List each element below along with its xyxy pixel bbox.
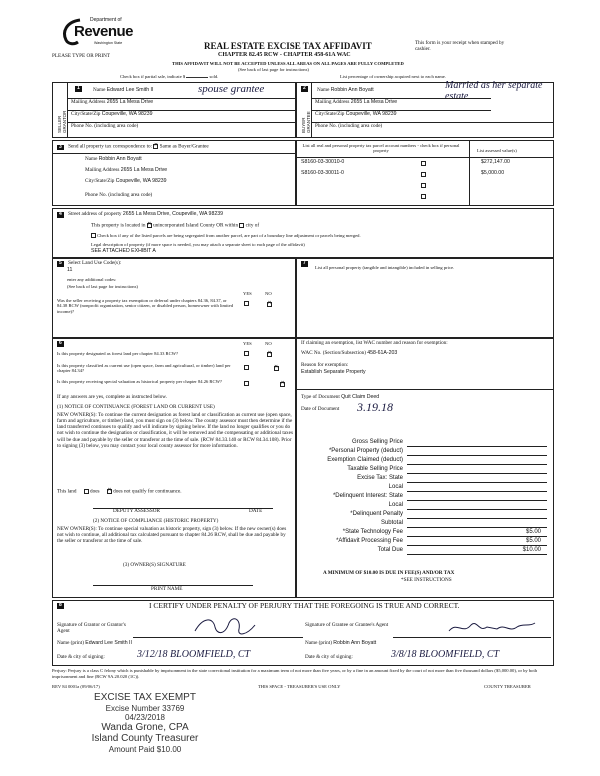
city-of-checkbox[interactable]: [239, 223, 244, 228]
section-number: 6: [59, 340, 62, 346]
segregated-checkbox[interactable]: [91, 233, 96, 238]
section-number: 3: [59, 143, 62, 150]
section-number: 1: [77, 85, 80, 91]
seller-name[interactable]: Edward Lee Smith II: [106, 87, 154, 93]
stamp-line: Wanda Grone, CPA: [101, 721, 189, 733]
seller-side-label: SELLER GRANTOR: [57, 110, 68, 133]
parcels-section: [296, 140, 554, 206]
parcel-row[interactable]: S8160-03-30010-0 $272,147.00: [301, 159, 510, 165]
property-street[interactable]: 2655 La Mesa Drive, Coupeville, WA 98239: [122, 211, 223, 217]
notice-compliance-body: NEW OWNER(S): To continue special valuation as historic property, sign (3) below. If the new owner(s) does not wish to continue, all additional tax calculated pursuant to chapter 84.26 RCW, shall be due and payable by the seller or transferor at the time of sale.: [57, 526, 287, 545]
state-technology-fee[interactable]: $5.00: [525, 529, 541, 535]
affidavit-processing-fee[interactable]: $5.00: [525, 538, 541, 544]
grantor-print-name[interactable]: Edward Lee Smith II: [85, 640, 132, 646]
buyer-section: 2 BUYER GRANTEE Name Robbin Ann Boyatt Married as her separate estate Mailing Address 2655 La Mesa Drive City/State/Zip Coupeville, WA 98239 Phone No. (including area code): [296, 82, 554, 138]
property-section: 4 Street address of property 2655 La Mesa Drive, Coupeville, WA 98239 This property is located in ✕ unincorporated Island County OR within city of Check box if any of the listed parcels are being segregated from another parcel, are part of a boundary line adjustment or parcels being merged. Legal description of property (if more space is needed, you may attach a separate sheet to each page of the affidavit) SEE ATTACHED EXHIBIT A: [52, 208, 554, 258]
section-number: 2: [303, 85, 306, 91]
land-does-checkbox[interactable]: [84, 489, 89, 494]
certification-section: 8 I CERTIFY UNDER PENALTY OF PERJURY THAT THE FOREGOING IS TRUE AND CORRECT. Signature of Grantor or Grantor's Agent Signature of Grantee or Grantee's Agent Name (print) Edward Lee Smith II Name (print) Robbin Ann Boyatt Date & city of signing: 3/12/18 BLOOMFIELD, CT Date & city of signing: 3/8/18 BLOOMFIELD, CT: [52, 600, 554, 666]
correspondence-phone[interactable]: Phone No. (including area code): [85, 192, 153, 198]
legal-note: Legal description of property (if more space is needed, you may attach a separate sheet to each page of the affidavit): [91, 242, 305, 247]
ownership-note: List percentage of ownership acquired next to each name.: [340, 74, 446, 79]
if-yes-note: If any answers are yes, complete as instructed below.: [57, 394, 168, 400]
legal-description[interactable]: SEE ATTACHED EXHIBIT A: [91, 248, 156, 254]
additional-codes-label: enter any additional codes:: [67, 277, 117, 282]
exemption-question: Was the seller receiving a property tax exemption or deferral under chapters 84.36, 84.37, or 84.38 RCW (nonprofit organization, senior citizen, or disabled person, homeowner with limited income)?: [57, 298, 234, 314]
buyer-handwritten: Married as her separate estate: [445, 80, 543, 102]
partial-sale-label: Check box if partial sale, indicate $: [120, 74, 186, 79]
correspondence-mailing[interactable]: 2655 La Mesa Drive: [120, 167, 168, 173]
minimum-note: A MINIMUM OF $10.00 IS DUE IN FEE(S) AND/OR TAX: [323, 570, 455, 576]
forest-yes-checkbox[interactable]: [244, 351, 249, 356]
grantee-print-name[interactable]: Robbin Ann Boyatt: [333, 640, 377, 646]
buyer-city[interactable]: Coupeville, WA 98239: [345, 111, 397, 117]
print-name-label: PRINT NAME: [151, 586, 183, 592]
personal-property-checkbox[interactable]: [421, 194, 426, 199]
total-due[interactable]: $10.00: [522, 547, 541, 553]
form-subtitle: CHAPTER 82.45 RCW - CHAPTER 458-61A WAC: [218, 52, 351, 58]
grantee-signature-icon: [447, 617, 537, 639]
correspondence-name[interactable]: Robbin Ann Boyatt: [98, 156, 142, 162]
seller-phone[interactable]: Phone No. (including area code): [71, 123, 139, 129]
logo-name: Revenue: [74, 23, 134, 40]
personal-property-label: List all personal property (tangible and intangible) included in selling price.: [315, 265, 455, 270]
owner-signature-label: (3) OWNER(S) SIGNATURE: [123, 562, 186, 568]
document-type[interactable]: Quit Claim Deed: [341, 394, 380, 400]
land-use-section: 5 Select Land Use Code(s): 11 enter any additional codes: (See back of last page for instructions) YES NO Was the seller receiving a property tax exemption or deferral under chapters 84.36, 84.37, or 84.38 RCW (nonprofit organization, senior citizen, or disabled person, homeowner with limited income)? ✕: [52, 258, 296, 338]
logo-state: Washington State: [94, 41, 123, 45]
buyer-mailing[interactable]: 2655 La Mesa Drive: [350, 99, 398, 105]
land-use-code[interactable]: 11: [67, 267, 73, 273]
see-instructions: *SEE INSTRUCTIONS: [401, 577, 452, 583]
sold-label: sold.: [209, 74, 219, 79]
buyer-side-label: BUYER GRANTEE: [301, 111, 312, 133]
form-warning: THIS AFFIDAVIT WILL NOT BE ACCEPTED UNLESS ALL AREAS ON ALL PAGES ARE FULLY COMPLETED: [172, 61, 404, 66]
correspondence-city[interactable]: Coupeville, WA 98239: [115, 178, 167, 184]
treasurer-stamp: [70, 692, 220, 754]
unincorporated-checkbox[interactable]: [147, 223, 152, 228]
stamp-line: Island County Treasurer: [91, 733, 199, 745]
grantor-date-city[interactable]: 3/12/18 BLOOMFIELD, CT: [137, 649, 251, 660]
logo-department: Department of: [90, 17, 122, 23]
forest-no-checkbox[interactable]: [267, 352, 272, 357]
grantor-signature-label: Signature of Grantor or Grantor's Agent: [57, 622, 126, 634]
forest-question: Is this property designated as forest land per chapter 84.33 RCW?: [57, 351, 179, 356]
exemption-no-checkbox[interactable]: [267, 302, 272, 307]
deputy-date-label: DATE: [249, 508, 263, 514]
receipt-note: This form is your receipt when stamped by cashier.: [415, 40, 505, 52]
seller-handwritten: spouse grantee: [198, 83, 265, 95]
section-number: 8: [59, 602, 62, 608]
seller-city[interactable]: Coupeville, WA 98239: [101, 111, 153, 117]
treasurer-use-label: THIS SPACE - TREASURER'S USE ONLY: [258, 684, 341, 689]
wac-number[interactable]: 458-61A-203: [367, 350, 398, 356]
stamp-line: Excise Number 33769: [105, 703, 185, 713]
see-back-note: (See back of last page for instructions): [238, 67, 309, 72]
grantee-date-city[interactable]: 3/8/18 BLOOMFIELD, CT: [391, 649, 500, 660]
current-use-no-checkbox[interactable]: [274, 366, 279, 371]
exemption-claim-label: If claiming an exemption, list WAC number and reason for exemption:: [301, 340, 448, 346]
seller-section: 1 SELLER GRANTOR Name Edward Lee Smith II spouse grantee Mailing Address 2655 La Mesa Drive City/State/Zip Coupeville, WA 98239 Phone No. (including area code): [52, 82, 296, 138]
personal-property-checkbox[interactable]: [421, 172, 426, 177]
current-use-question: Is this property classified as current use (open space, farm and agricultural, or timber) land per chapter 84.34?: [57, 363, 231, 374]
perjury-notice: Perjury: Perjury is a class C felony which is punishable by imprisonment in the state correctional institution for a maximum term of not more than five years, or by a fine in an amount fixed by the court of not more than five thousand dollars ($5,000.00), or by both imprisonment and fine (RCW 9A.20.020 (1C)).: [52, 668, 538, 679]
stamp-line: 04/23/2018: [124, 712, 166, 722]
land-does-not-checkbox[interactable]: [107, 489, 112, 494]
grantor-signature-icon: [191, 613, 261, 639]
partial-sale-row: [120, 74, 218, 79]
grantee-signature-label: Signature of Grantee or Grantee's Agent: [305, 622, 389, 628]
section-number: 5: [59, 260, 62, 266]
exemption-section: If claiming an exemption, list WAC number and reason for exemption: WAC No. (Section/Subsection) 458-61A-203 Reason for exemption: Establish Separate Property Type of Document Quit Claim Deed Date of Document 3.19.18 Gross Selling Price *Personal Property (deduct) Exemption Claimed (deduct) Taxable Selling Price Excise Tax: State Local *Delinquent Interest: State Local *Delinquent Penalty Subtotal *State Technology Fee *Affidavit Processing Fee Total Due $5.00 $5.00 $10.00 A MINIMUM OF $10.00 IS DUE IN FEE(S) AND/OR TAX *SEE INSTRUCTIONS: [296, 338, 554, 598]
notice-compliance-title: (2) NOTICE OF COMPLIANCE (HISTORIC PROPERTY): [93, 518, 219, 524]
section-number: 7: [303, 260, 306, 266]
print-note: PLEASE TYPE OR PRINT: [52, 53, 110, 59]
land-use-see-back: (See back of last page for instructions): [67, 284, 138, 289]
historic-no-checkbox[interactable]: [280, 382, 285, 387]
document-date[interactable]: 3.19.18: [357, 400, 393, 414]
buyer-name[interactable]: Robbin Ann Boyatt: [330, 87, 374, 93]
historic-question: Is this property receiving special valuation as historical property per chapter 84.26 RCW?: [57, 379, 222, 384]
logo: [60, 10, 140, 50]
exemption-yes-checkbox[interactable]: [244, 301, 249, 306]
reason-label: Reason for exemption:: [301, 362, 349, 368]
buyer-phone[interactable]: Phone No. (including area code): [315, 123, 383, 129]
personal-property-checkbox[interactable]: [421, 183, 426, 188]
stamp-line: EXCISE TAX EXEMPT: [94, 692, 196, 703]
forest-section: 6 YES NO Is this property designated as forest land per chapter 84.33 RCW? ✕ Is this property classified as current use (open space, farm and agricultural, or timber) land per chapter 84.34? ✕ Is this property receiving special valuation as historical property per chapter 84.26 RCW? ✕ If any answers are yes, complete as instructed below. (1) NOTICE OF CONTINUANCE (FOREST LAND OR CURRENT USE) NEW OWNER(S): To continue the current designation as forest land or classification as current use (open space, farm and agriculture, or timber) land, you must sign on (3) below. The county assessor must then determine if the land transferred continues to qualify and will indicate by signing below. If the land no longer qualifies or you do not wish to continue the designation or classification, it will be removed and the compensating or additional taxes will be due and payable by the seller or transferor at the time of sale. (RCW 84.33.140 or RCW 84.34.108). Prior to signing (3) below, you may contact your local county assessor for more information. This land does ✕ does not qualify for continuance. DEPUTY ASSESSOR DATE (2) NOTICE OF COMPLIANCE (HISTORIC PROPERTY) NEW OWNER(S): To continue special valuation as historic property, sign (3) below. If the new owner(s) does not wish to continue, all additional tax calculated pursuant to chapter 84.26 RCW, shall be due and payable by the seller or transferor at the time of sale. (3) OWNER(S) SIGNATURE PRINT NAME: [52, 338, 296, 598]
form-title: REAL ESTATE EXCISE TAX AFFIDAVIT: [204, 41, 372, 51]
stamp-line: Amount Paid $10.00: [108, 744, 182, 754]
section-number: 4: [59, 211, 62, 217]
same-as-buyer-checkbox[interactable]: [153, 144, 158, 149]
parcels-header: List all real and personal property tax parcel account numbers - check box if personal property: [302, 143, 460, 154]
form-number: REV 84 0001a (09/06/17): [52, 684, 100, 689]
certify-statement: I CERTIFY UNDER PENALTY OF PERJURY THAT THE FOREGOING IS TRUE AND CORRECT.: [149, 601, 460, 610]
notice-continuance-title: (1) NOTICE OF CONTINUANCE (FOREST LAND OR CURRENT USE): [57, 404, 215, 410]
personal-property-checkbox[interactable]: [421, 161, 426, 166]
deputy-assessor-label: DEPUTY ASSESSOR: [113, 508, 160, 514]
historic-yes-checkbox[interactable]: [244, 381, 249, 386]
exemption-reason[interactable]: Establish Separate Property: [301, 369, 366, 375]
current-use-yes-checkbox[interactable]: [244, 365, 249, 370]
notice-continuance-body: NEW OWNER(S): To continue the current designation as forest land or classification as current use (open space, farm and agriculture, or timber) land, you must sign on (3) below. The county assessor must then determine if the land transferred continues to qualify and will indicate by signing below. If the land no longer qualifies or you do not wish to continue the designation or classification, it will be removed and the compensating or additional taxes will be due and payable by the seller or transferor at the time of sale. (RCW 84.33.140 or RCW 84.34.108). Prior to signing (3) below, you may contact your local county assessor for more information.: [57, 412, 293, 449]
tax-correspondence-section: 3 Send all property tax correspondence to: ✕ Same as Buyer/Grantee Name Robbin Ann Boyatt Mailing Address 2655 La Mesa Drive City/State/Zip Coupeville, WA 98239 Phone No. (including area code): [52, 140, 296, 206]
seller-mailing[interactable]: 2655 La Mesa Drive: [106, 99, 154, 105]
assessed-value-header: List assessed value(s): [477, 148, 517, 153]
personal-property-section: [296, 258, 554, 338]
parcel-row[interactable]: S8160-03-30011-0 $5,000.00: [301, 170, 505, 176]
county-treasurer-label: COUNTY TREASURER: [484, 684, 531, 689]
